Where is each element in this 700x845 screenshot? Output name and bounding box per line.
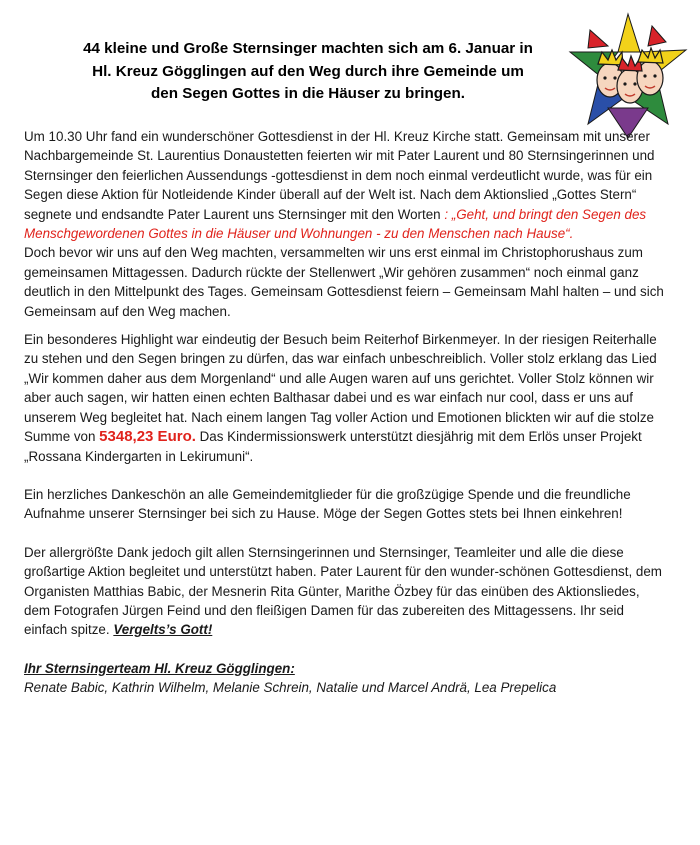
signature-names: Renate Babic, Kathrin Wilhelm, Melanie Schrein, Natalie und Marcel Andrä, Lea Prepelica <box>24 680 557 696</box>
paragraph-gottesdienst <box>24 127 664 243</box>
paragraph-text: Der allergrößte Dank jedoch gilt allen Sternsingerinnen und Sternsinger, Teamleiter und alle die diese großartige Aktion begleitet und unterstützt haben. Pater Laurent für den wunder-schönen Gottesdienst, dem Organisten Matthias Babic, der Mesnerin Rita Günter, Marithe Özbey für das einüben des Aktionsliedes, dem Fotografen Jürgen Feind und den fleißigen Damen für das zubereiten des Mittagessens. Ihr seid einfach spitze. <box>24 544 662 638</box>
sending-quote: : „Geht, und bringt den Segen des Menschgewordenen Gottes in die Häuser und Wohnungen - zu den Menschen nach Hause“. <box>24 206 647 242</box>
paragraph-dank <box>24 543 664 640</box>
closing-phrase: Vergelts’s Gott! <box>113 622 213 638</box>
paragraph-mittagessen: Doch bevor wir uns auf den Weg machten, versammelten wir uns erst einmal im Christophorushaus zum gemeinsamen Mittagessen. Dadurch rückte der Stellenwert „Wir gehören zusammen“ noch einmal ganz deutlich in den Mittelpunkt des Tages. Gemeinsam Gottesdienst feiern – Gemeinsam Mahl halten – und sich Gemeinsam auf den Weg machen. <box>24 245 664 319</box>
article-heading <box>38 38 578 106</box>
paragraph-text: Um 10.30 Uhr fand ein wunderschöner Gottesdienst in der Hl. Kreuz Kirche statt. Gemeinsam mit unserer Nachbargemeinde St. Laurentius Donaustetten feierten wir mit Pater Laurent und 80 Sternsingerinnen und Sternsinger den feierlichen Aussendungs -gottesdienst in dem noch einmal verdeutlicht wurde, was für ein Segen diese Aktion für Notleidende Kinder überall auf der Welt ist. Nach dem Aktionslied „Gottes Stern“ segnete und endsandte Pater Laurent uns Sternsinger mit den Worten <box>24 129 655 222</box>
sternsinger-star-logo-icon <box>568 12 688 140</box>
paragraph-dankeschoen: Ein herzliches Dankeschön an alle Gemeindemitglieder für die großzügige Spende und die freundliche Aufnahme unserer Sternsinger bei sich zu Hause. Möge der Segen Gottes stets bei Ihnen einkehren! <box>24 486 631 522</box>
heading-line-2: Hl. Kreuz Gögglingen auf den Weg durch ihre Gemeinde um <box>92 62 524 80</box>
heading-line-3: den Segen Gottes in die Häuser zu bringen. <box>151 85 465 102</box>
signature-title: Ihr Sternsingerteam Hl. Kreuz Gögglingen: <box>24 660 295 676</box>
donation-amount: 5348,23 Euro. <box>99 428 196 446</box>
paragraph-text: Das Kindermissionswerk unterstützt diesjährig mit dem Erlös unser Projekt „Rossana Kindergarten in Lekirumuni“. <box>24 429 642 464</box>
article-body <box>24 127 664 698</box>
paragraph-text: Ein besonderes Highlight war eindeutig der Besuch beim Reiterhof Birkenmeyer. In der riesigen Reiterhalle zu stehen und den Segen bringen zu dürfen, das war einfach unbeschreiblich. Voller stolz erklang das Lied „Wir kommen daher aus dem Morgenland“ und alle Augen waren auf uns gerichtet. Voller Stolz können wir aber auch sagen, wir hatten einen echten Balthasar dabei und es war einfach nur cool, dass er uns auf unserem Weg begleitet hat. Nach einem langen Tag voller Action und Emotionen blickten wir auf die stolze Summe von <box>24 332 657 445</box>
paragraph-reiterhof <box>24 330 664 466</box>
heading-line-1: 44 kleine und Große Sternsinger machten sich am 6. Januar in <box>83 40 533 57</box>
